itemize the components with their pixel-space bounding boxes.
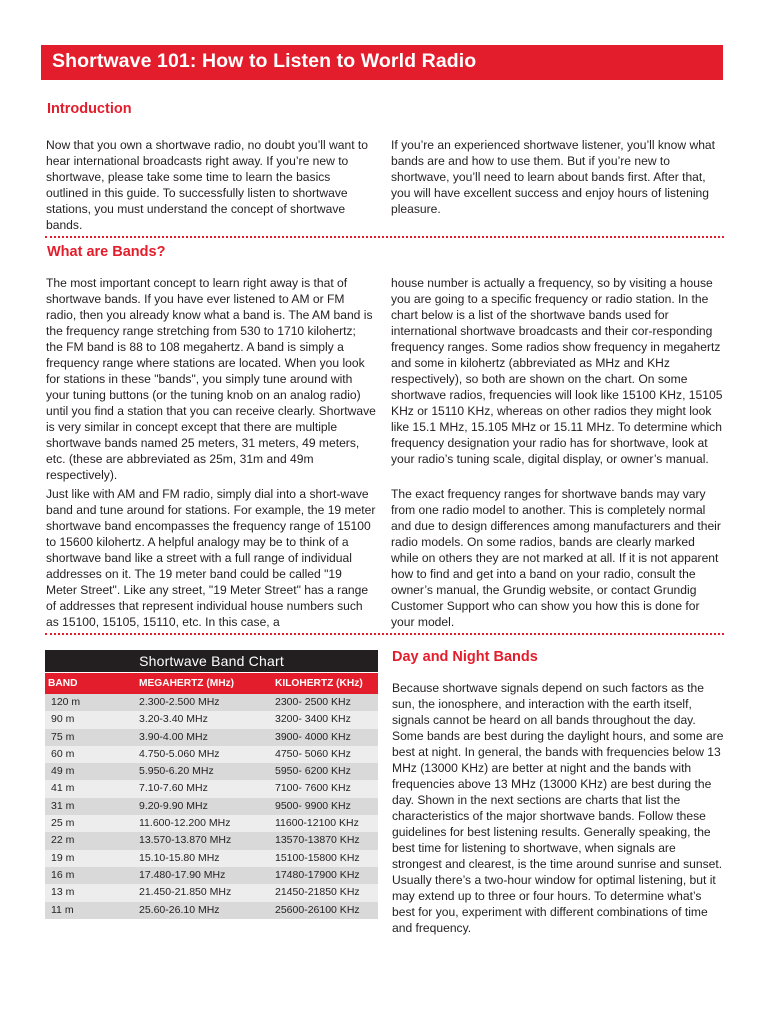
table-row [45,884,378,901]
kilohertz-cell: 13570-13870 KHz [275,834,360,847]
band-cell: 49 m [51,765,75,778]
header-kilohertz: KILOHERTZ (KHz) [275,678,363,689]
band-cell: 16 m [51,868,75,881]
bands-paragraph-2: Just like with AM and FM radio, simply dial into a short-wave band and tune around for stations. For example, the 19 meter shortwave band encompasses the frequency range of 15100 to 15600 kilohertz. A helpful analogy may be to think of a shortwave band like a street with a full range of individual addresses on it. The 19 meter band could be called "19 Meter Street". Like any street, "19 Meter Street" has a range of addresses that represent individual house numbers such as 15100, 15105, 15110, etc. In this case, a [46,487,376,629]
band-cell: 41 m [51,782,75,795]
header-band: BAND [48,678,78,689]
kilohertz-cell: 7100- 7600 KHz [275,782,351,795]
table-row [45,902,378,919]
section-divider [45,236,724,238]
megahertz-cell: 5.950-6.20 MHz [139,765,214,778]
megahertz-cell: 9.20-9.90 MHz [139,799,208,812]
band-cell: 31 m [51,799,75,812]
bands-paragraph-1: The most important concept to learn right away is that of shortwave bands. If you have ever listened to AM or FM radio, then you already know what a band is. The AM band is the frequency range stretching from 530 to 1710 kilohertz; the FM band is 88 to 108 megahertz. A band is simply a frequency range where stations are located. When you look for stations in these "bands", you simply tune around with your tuning buttons (or the tuning knob on an analog radio) until you find a station that you can receive clearly. Shortwave is very similar in concept except that there are multiple shortwave bands named 25 meters, 31 meters, 49 meters, etc. (these are abbreviated as 25m, 31m and 49m respectively). [46,276,376,482]
megahertz-cell: 3.20-3.40 MHz [139,713,208,726]
megahertz-cell: 11.600-12.200 MHz [139,817,231,830]
table-row [45,832,378,849]
band-cell: 22 m [51,834,75,847]
band-cell: 90 m [51,713,75,726]
band-cell: 25 m [51,817,75,830]
megahertz-cell: 15.10-15.80 MHz [139,851,220,864]
bands-heading: What are Bands? [47,244,166,260]
section-divider [45,633,724,635]
megahertz-cell: 4.750-5.060 MHz [139,747,220,760]
kilohertz-cell: 3200- 3400 KHz [275,713,351,726]
megahertz-cell: 13.570-13.870 MHz [139,834,232,847]
band-cell: 60 m [51,747,75,760]
title-banner [41,45,723,80]
table-row [45,694,378,711]
bands-paragraph-4: The exact frequency ranges for shortwave bands may vary from one radio model to another. This is completely normal and due to design differences among manufacturers and their radio models. On some radios, bands are clearly marked while on others they are not marked at all. If it is not apparent how to find and get into a band on your radio, consult the owner’s manual, the Grundig website, or contact Grundig Customer Support who can show you how this is done for your model. [391,487,721,629]
kilohertz-cell: 15100-15800 KHz [275,851,360,864]
band-cell: 75 m [51,730,75,743]
day-night-paragraph: Because shortwave signals depend on such factors as the sun, the ionosphere, and interaction with the earth itself, signals cannot be heard on all bands throughout the day. Some bands are best during the daylight hours, and some are best at night. In general, the bands with frequencies below 13 MHz (13000 KHz) are better at night and the bands with frequencies above 13 MHz (13000 KHz) are best during the day. Shown in the next sections are charts that list the characteristics of the major shortwave bands. Follow these guidelines for best listening results. Generally speaking, the best time for listening to shortwave, when signals are strongest and clearest, is the time around sunrise and sunset. Usually there’s a two-hour window for optimal listening, but it may extend up to three or four hours. To determine what’s best for you, experiment with different combinations of time and frequency. [392,681,724,935]
page-title: Shortwave 101: How to Listen to World Radio [52,50,477,72]
megahertz-cell: 2.300-2.500 MHz [139,696,220,708]
table-row [45,763,378,780]
kilohertz-cell: 11600-12100 KHz [275,817,359,830]
band-cell: 13 m [51,886,75,899]
table-row [45,711,378,728]
table-row [45,746,378,763]
kilohertz-cell: 21450-21850 KHz [275,886,360,899]
megahertz-cell: 21.450-21.850 MHz [139,886,232,899]
chart-body [45,694,378,919]
megahertz-cell: 25.60-26.10 MHz [139,903,220,916]
kilohertz-cell: 17480-17900 KHz [275,868,360,881]
shortwave-band-chart [45,650,378,919]
megahertz-cell: 3.90-4.00 MHz [139,730,208,743]
band-cell: 120 m [51,696,81,708]
kilohertz-cell: 3900- 4000 KHz [275,730,351,743]
chart-title: Shortwave Band Chart [45,650,378,672]
table-row [45,867,378,884]
table-row [45,780,378,797]
kilohertz-cell: 4750- 5060 KHz [275,747,351,760]
band-cell: 11 m [51,903,74,916]
introduction-heading: Introduction [47,101,132,117]
table-row [45,729,378,746]
megahertz-cell: 7.10-7.60 MHz [139,782,208,795]
bands-paragraph-3: house number is actually a frequency, so by visiting a house you are going to a specific frequency or radio station. In the chart below is a list of the shortwave bands used for international shortwave broadcasts and their cor-responding frequency ranges. Some radios show frequency in megahertz and some in kilohertz (abbreviated as MHz and KHz respectively), so both are shown on the chart. On some shortwave radios, frequencies will look like 15100 KHz, 15105 KHz or 15110 KHz, whereas on other radios they might look like 15.1 MHz, 15.105 MHz or 15.11 MHz. To determine which frequency designation your radio has for shortwave, look at your radio’s tuning scale, digital display, or owner’s manual. [391,276,723,466]
table-row [45,798,378,815]
kilohertz-cell: 5950- 6200 KHz [275,765,351,778]
band-cell: 19 m [51,851,75,864]
table-row [45,815,378,832]
introduction-right-paragraph: If you’re an experienced shortwave listener, you’ll know what bands are and how to use them. But if you’re new to shortwave, you’ll need to learn about bands first. After that, you will have excellent success and enjoy hours of listening pleasure. [391,138,716,216]
day-night-heading: Day and Night Bands [392,649,538,665]
megahertz-cell: 17.480-17.90 MHz [139,868,226,881]
introduction-left-paragraph: Now that you own a shortwave radio, no doubt you’ll want to hear international broadcasts right away. If you’re new to shortwave, please take some time to learn the basics outlined in this guide. To successfully listen to shortwave stations, you must understand the concept of shortwave bands. [46,138,369,232]
kilohertz-cell: 2300- 2500 KHz [275,696,351,708]
table-row [45,850,378,867]
header-megahertz: MEGAHERTZ (MHz) [139,678,235,689]
kilohertz-cell: 25600-26100 KHz [275,903,360,916]
chart-header-row [45,673,378,694]
kilohertz-cell: 9500- 9900 KHz [275,799,351,812]
